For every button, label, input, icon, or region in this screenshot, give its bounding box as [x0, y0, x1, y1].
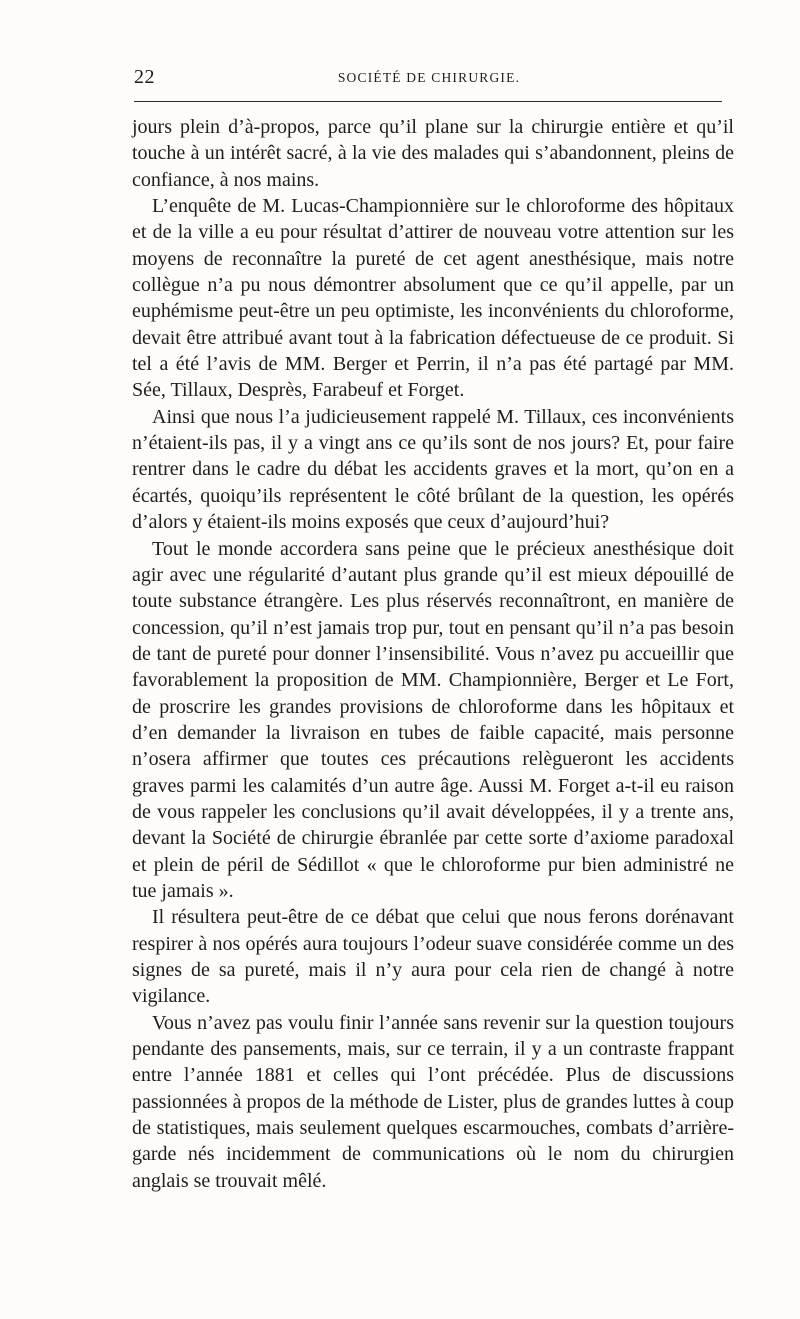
paragraph: Tout le monde accordera sans peine que le précieux anesthésique doit agir avec une régularité d’autant plus grande qu’il est mieux dépouillé de toute substance étrangère. Les plus réservés reconnaîtront, en manière de concession, qu’il n’est jamais trop pur, tout en pensant qu’il n’a pas besoin de tant de pureté pour donner l’insensibilité. Vous n’avez pu accueillir que favorablement la proposition de MM. Championnière, Berger et Le Fort, de proscrire les grandes provisions de chloroforme dans les hôpitaux et d’en demander la livraison en tubes de faible capacité, mais personne n’osera affirmer que toutes ces précautions relègueront les accidents graves parmi les calamités d’un autre âge. Aussi M. Forget a-t-il eu raison de vous rappeler les conclusions qu’il avait développées, il y a trente ans, devant la Société de chirurgie ébranlée par cette sorte d’axiome paradoxal et plein de péril de Sédillot « que le chloroforme pur bien administré ne tue jamais ».: [132, 537, 734, 902]
running-title: SOCIÉTÉ DE CHIRURGIE.: [337, 70, 521, 85]
paragraph: L’enquête de M. Lucas-Championnière sur le chloroforme des hôpitaux et de la ville a eu pour résultat d’attirer de nouveau votre attention sur les moyens de reconnaître la pureté de cet agent anesthésique, mais notre collègue n’a pu nous démontrer absolument que ce qu’il appelle, par un euphémisme peut-être un peu optimiste, les inconvénients du chloroforme, devait être attribué avant tout à la fabrication défectueuse de ce produit. Si tel a été l’avis de MM. Berger et Perrin, il n’a pas été partagé par MM. Sée, Tillaux, Desprès, Farabeuf et Forget.: [132, 195, 734, 402]
paragraph: Ainsi que nous l’a judicieusement rappelé M. Tillaux, ces inconvénients n’étaient-ils pas, il y a vingt ans ce qu’ils sont de nos jours? Et, pour faire rentrer dans le cadre du débat les accidents graves et la mort, qu’on en a écartés, quoiqu’ils représentent le côté brûlant de la question, les opérés d’alors y étaient-ils moins exposés que ceux d’aujourd’hui?: [132, 405, 734, 534]
paragraph: jours plein d’à-propos, parce qu’il plane sur la chirurgie entière et qu’il touche à un intérêt sacré, à la vie des malades qui s’abandonnent, pleins de confiance, à nos mains.: [132, 116, 734, 191]
body-text: [132, 114, 734, 1194]
page-number: 22: [134, 66, 155, 88]
book-page: [132, 0, 738, 1319]
header-rule: [134, 101, 722, 102]
paragraph: Il résultera peut-être de ce débat que celui que nous ferons dorénavant respirer à nos opérés aura toujours l’odeur suave considérée comme un des signes de sa pureté, mais il n’y aura pour cela rien de changé à notre vigilance.: [132, 906, 734, 1008]
page-header: [134, 66, 724, 90]
paragraph: Vous n’avez pas voulu finir l’année sans revenir sur la question toujours pendante des pansements, mais, sur ce terrain, il y a un contraste frappant entre l’année 1881 et celles qui l’ont précédée. Plus de discussions passionnées à propos de la méthode de Lister, plus de grandes luttes à coup de statistiques, mais seulement quelques escarmouches, combats d’arrière-garde nés incidemment de communications où le nom du chirurgien anglais se trouvait mêlé.: [132, 1011, 734, 1192]
